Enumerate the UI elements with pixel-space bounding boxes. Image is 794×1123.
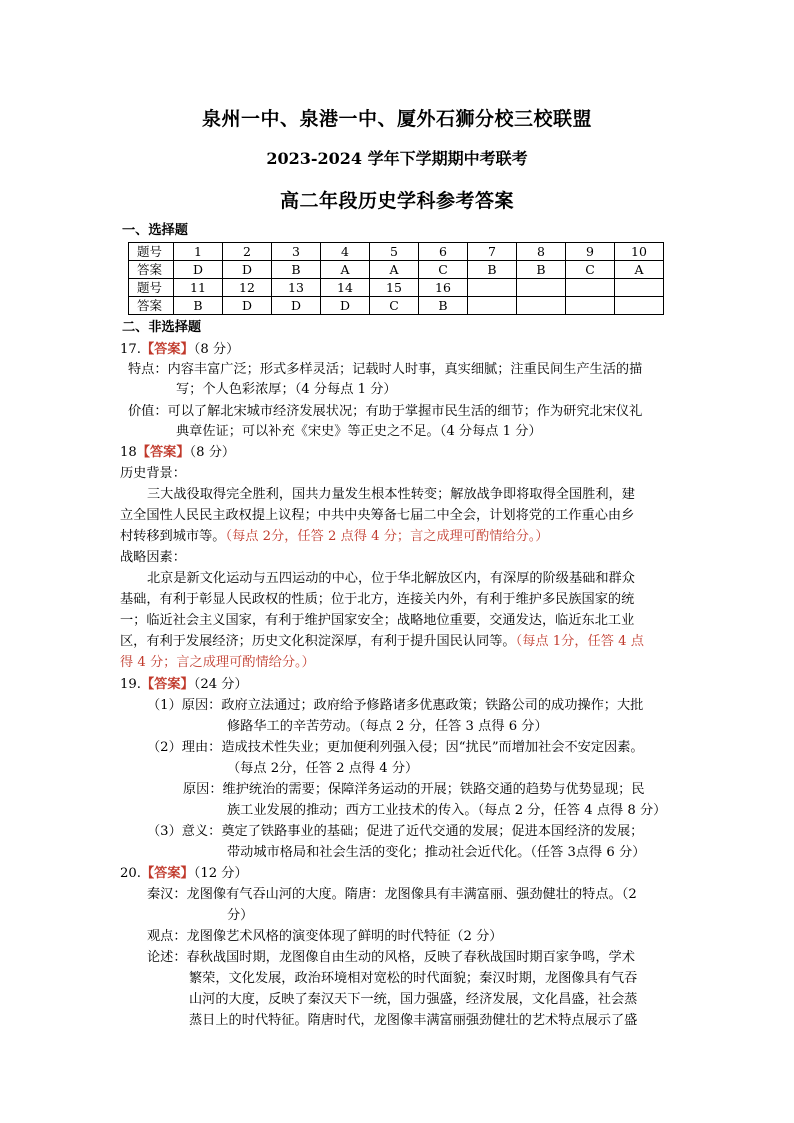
table-row <box>129 261 664 279</box>
table-cell: 4 <box>321 243 370 261</box>
q19-line: （2）理由：造成技术性失业；更加便利列强入侵；因“扰民”而增加社会不安定因素。 <box>147 740 644 755</box>
q18-line: 基础，有利于彰显人民政权的性质；位于北方，连接关内外，有利于维护多民族国家的统 <box>120 592 635 607</box>
q17-line: 特点：内容丰富广泛；形式多样灵活；记载时人时事，真实细腻；注重民间生产生活的描 <box>128 362 643 377</box>
q19-line: （每点 2分，任答 2 点得 4 分） <box>227 761 419 776</box>
row-label: 答案 <box>129 297 174 315</box>
table-cell: 5 <box>370 243 419 261</box>
q18-sf-label: 战略因素： <box>120 550 186 565</box>
q19-line: 原因：维护统治的需要；保障洋务运动的开展；铁路交通的趋势与优势显现；民 <box>183 782 645 797</box>
table-cell: 1 <box>174 243 223 261</box>
table-cell: 2 <box>223 243 272 261</box>
table-cell: 6 <box>419 243 468 261</box>
table-cell: C <box>566 261 615 279</box>
q20-line: 繁荣，文化发展，政治环境相对宽松的时代面貌；秦汉时期，龙图像具有气吞 <box>189 971 638 986</box>
table-cell <box>566 279 615 297</box>
table-cell: D <box>223 261 272 279</box>
q20-line: 蒸日上的时代特征。隋唐时代，龙图像丰满富丽强劲健壮的艺术特点展示了盛 <box>189 1013 638 1028</box>
table-cell: B <box>517 261 566 279</box>
table-cell <box>517 279 566 297</box>
q20-line: 分） <box>227 908 254 923</box>
q19-line: 修路华工的辛苦劳动。（每点 2 分，任答 3 点得 6 分） <box>227 719 548 734</box>
score: （24 分） <box>193 677 248 692</box>
subject-answer-title: 高二年段历史学科参考答案 <box>279 190 514 212</box>
scoring-note: 得 4 分；言之成理可酌情给分。） <box>120 655 315 670</box>
q18-line: 北京是新文化运动与五四运动的中心，位于华北解放区内，有深厚的阶级基础和群众 <box>147 571 635 586</box>
table-cell: 16 <box>419 279 468 297</box>
table-row <box>129 279 664 297</box>
q18-line: 三大战役取得完全胜利，国共力量发生根本性转变；解放战争即将取得全国胜利，建 <box>147 487 635 502</box>
question-number: 20. <box>120 866 141 881</box>
q20-line: 秦汉：龙图像有气吞山河的大度。隋唐：龙图像具有丰满富丽、强劲健壮的特点。（2 <box>147 887 637 902</box>
q20-line: 山河的大度，反映了秦汉天下一统，国力强盛，经济发展，文化昌盛，社会蒸 <box>189 992 638 1007</box>
table-cell <box>517 297 566 315</box>
q17-line: 写；个人色彩浓厚；（4 分每点 1 分） <box>176 382 397 397</box>
scoring-note: （每点 2分，任答 2 点得 4 分；言之成理可酌情给分。） <box>225 529 549 544</box>
q19-line: 带动城市格局和社会生活的变化；推动社会近代化。（任答 3点得 6 分） <box>227 845 646 860</box>
q18-text: 区，有利于发展经济；历史文化积淀深厚，有利于提升国民认同等。 <box>120 634 516 649</box>
question-number: 17. <box>120 342 141 357</box>
q17-line: 典章佐证；可以补充《宋史》等正史之不足。（4 分每点 1 分） <box>176 424 542 439</box>
q18-header <box>120 443 235 463</box>
q18-line <box>120 527 549 547</box>
table-cell: B <box>174 297 223 315</box>
q20-line: 论述：春秋战国时期，龙图像自由生动的风格，反映了春秋战国时期百家争鸣，学术 <box>147 950 635 965</box>
table-cell <box>566 297 615 315</box>
table-cell: D <box>321 297 370 315</box>
score: （8 分） <box>193 342 240 357</box>
row-label: 题号 <box>129 243 174 261</box>
table-cell: A <box>321 261 370 279</box>
table-cell: 3 <box>272 243 321 261</box>
q18-bg-label: 历史背景： <box>120 466 186 481</box>
q18-line <box>120 632 644 652</box>
table-cell: 12 <box>223 279 272 297</box>
q18-text: 村转移到城市等。 <box>120 529 226 544</box>
table-cell <box>615 279 664 297</box>
table-cell: C <box>370 297 419 315</box>
table-cell: B <box>468 261 517 279</box>
table-cell: D <box>272 297 321 315</box>
answer-table <box>128 242 664 315</box>
table-cell: 9 <box>566 243 615 261</box>
table-cell: A <box>370 261 419 279</box>
table-cell: 13 <box>272 279 321 297</box>
table-cell <box>468 279 517 297</box>
question-number: 19. <box>120 677 141 692</box>
q20-line: 观点：龙图像艺术风格的演变体现了鲜明的时代特征（2 分） <box>147 929 503 944</box>
table-cell: C <box>419 261 468 279</box>
section1-heading: 一、选择题 <box>122 223 188 238</box>
q18-line: 立全国性人民民主政权提上议程；中共中央筹备七届二中全会，计划将党的工作重心由乡 <box>120 508 635 523</box>
section2-heading: 二、非选择题 <box>122 320 202 335</box>
table-cell: D <box>174 261 223 279</box>
table-cell <box>615 297 664 315</box>
answer-tag: 【答案】 <box>140 677 194 692</box>
answer-tag: 【答案】 <box>140 342 194 357</box>
table-cell <box>468 297 517 315</box>
q19-line: 族工业发展的推动；西方工业技术的传入。（每点 2 分，任答 4 点得 8 分） <box>227 803 667 818</box>
table-cell: 8 <box>517 243 566 261</box>
table-cell: 14 <box>321 279 370 297</box>
q20-header <box>120 864 248 884</box>
row-label: 题号 <box>129 279 174 297</box>
q17-header <box>120 340 239 360</box>
q17-line: 价值：可以了解北宋城市经济发展状况；有助于掌握市民生活的细节；作为研究北宋仪礼 <box>128 404 643 419</box>
score: （8 分） <box>189 445 236 460</box>
table-cell: A <box>615 261 664 279</box>
table-cell: 11 <box>174 279 223 297</box>
table-row <box>129 243 664 261</box>
table-cell: B <box>272 261 321 279</box>
q19-header <box>120 675 248 695</box>
scoring-note: （每点 1分，任答 4 点 <box>515 634 644 649</box>
table-cell: 10 <box>615 243 664 261</box>
table-cell: D <box>223 297 272 315</box>
table-row <box>129 297 664 315</box>
table-cell: 7 <box>468 243 517 261</box>
question-number: 18 <box>120 445 137 460</box>
answer-tag: 【答案】 <box>140 866 194 881</box>
table-cell: 15 <box>370 279 419 297</box>
score: （12 分） <box>193 866 248 881</box>
q18-line: 一；临近社会主义国家，有利于维护国家安全；战略地位重要，交通发达，临近东北工业 <box>120 613 635 628</box>
table-cell: B <box>419 297 468 315</box>
answer-tag: 【答案】 <box>136 445 190 460</box>
school-alliance-title: 泉州一中、泉港一中、厦外石狮分校三校联盟 <box>201 108 592 130</box>
exam-term-title: 2023-2024 学年下学期期中考联考 <box>266 149 528 168</box>
row-label: 答案 <box>129 261 174 279</box>
q19-line: （1）原因：政府立法通过；政府给予修路诸多优惠政策；铁路公司的成功操作；大批 <box>147 698 644 713</box>
q19-line: （3）意义：奠定了铁路事业的基础；促进了近代交通的发展；促进本国经济的发展； <box>147 824 644 839</box>
